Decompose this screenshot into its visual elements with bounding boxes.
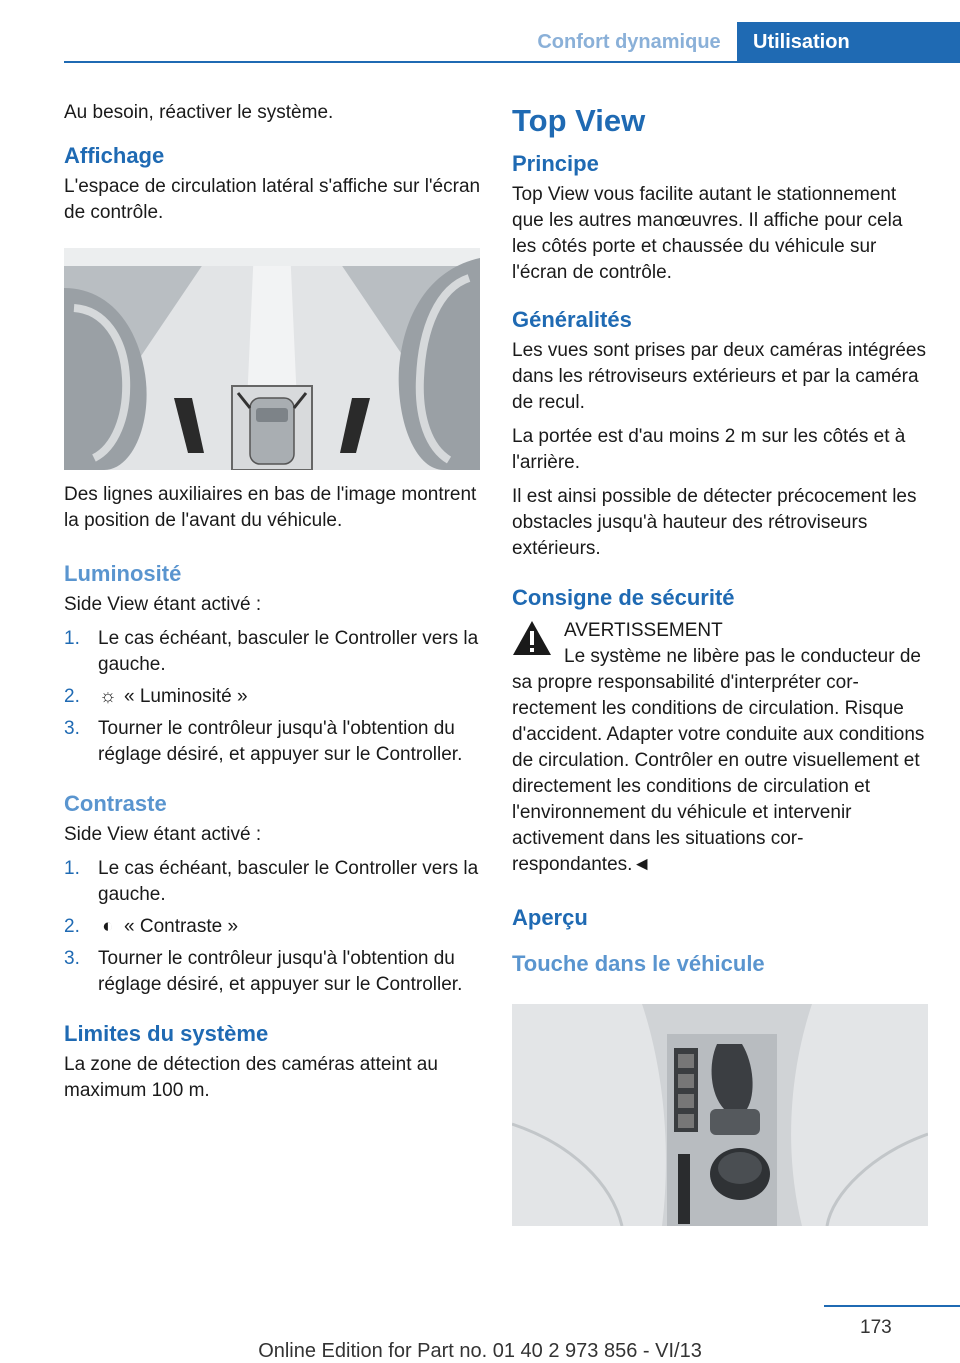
section-tab[interactable]: Confort dynamique — [537, 31, 721, 53]
luminosite-heading: Luminosité — [64, 561, 182, 586]
step-text: Le cas échéant, basculer le Controller vers la gauche. — [98, 628, 479, 675]
edition-note: Online Edition for Part no. 01 40 2 973 856 - VI/13 — [258, 1340, 702, 1362]
side-view-graphic — [64, 248, 480, 470]
contraste-steps — [64, 856, 482, 998]
list-item — [64, 856, 482, 908]
list-item — [64, 684, 482, 710]
contraste-intro: Side View étant activé : — [64, 824, 262, 845]
topview-title: Top View — [512, 103, 646, 138]
step-text: Tourner le contrôleur jusqu'à l'obtention du réglage désiré, et appuyer sur le Controller. — [98, 718, 463, 765]
list-item — [64, 626, 482, 678]
list-item — [64, 716, 482, 768]
step-text: « Luminosité » — [124, 686, 248, 707]
chapter-tab[interactable]: Utilisation — [737, 22, 960, 62]
footer-rule — [824, 1305, 960, 1307]
affichage-text: L'espace de circulation latéral s'affiche sur l'écran de contrôle. — [64, 176, 481, 223]
generalites-heading: Généralités — [512, 307, 632, 332]
console-illustration — [512, 1004, 928, 1226]
generalites-p3: Il est ainsi possible de détecter précocement les obstacles jusqu'à hauteur des rétroviseurs extérieurs. — [512, 486, 917, 559]
step-number: 2. — [64, 916, 80, 937]
touche-heading: Touche dans le véhicule — [512, 951, 765, 976]
warning-triangle-icon — [512, 620, 552, 664]
affichage-heading: Affichage — [64, 143, 165, 168]
list-item — [64, 946, 482, 998]
page-number: 173 — [860, 1317, 892, 1338]
step-text: « Contraste » — [124, 916, 239, 937]
brightness-icon: ☼ — [99, 686, 117, 707]
contraste-heading: Contraste — [64, 791, 167, 816]
principe-heading: Principe — [512, 151, 599, 176]
limites-heading: Limites du système — [64, 1021, 269, 1046]
warning-text: Le système ne libère pas le conducteur de sa propre responsabilité d'interpréter correctement les conditions de circulation. Risque d'accident. Adapter votre conduite aux conditions de circulation. Contrôler en outre visuellement et directement les conditions de circulation et l'environnement du véhicule et intervenir activement dans les situations correspondantes.◄ — [512, 646, 925, 875]
securite-heading: Consigne de sécurité — [512, 585, 735, 610]
left-column — [64, 100, 482, 1112]
luminosite-intro: Side View étant activé : — [64, 594, 262, 615]
contrast-icon: ◐ — [102, 916, 114, 937]
apercu-heading: Aperçu — [512, 905, 588, 930]
principe-text: Top View vous facilite autant le stationnement que les autres manœuvres. Il affiche pour cela les côtés porte et chaussée du véhicule sur l'écran de contrôle. — [512, 184, 903, 283]
step-number: 1. — [64, 858, 80, 879]
warning-box — [512, 618, 930, 878]
limites-text: La zone de détection des caméras atteint au maximum 100 m. — [64, 1054, 438, 1101]
console-graphic — [512, 1004, 928, 1226]
luminosite-steps — [64, 626, 482, 768]
page-header — [0, 0, 960, 62]
generalites-p2: La portée est d'au moins 2 m sur les côtés et à l'arrière. — [512, 426, 906, 473]
step-number: 3. — [64, 718, 80, 739]
side-view-illustration — [64, 248, 480, 470]
list-item — [64, 914, 482, 940]
warning-label: AVERTISSEMENT — [564, 620, 723, 641]
step-number: 2. — [64, 686, 80, 707]
header-rule — [64, 61, 960, 63]
right-column — [512, 100, 930, 1226]
step-text: Tourner le contrôleur jusqu'à l'obtention du réglage désiré, et appuyer sur le Controller. — [98, 948, 463, 995]
step-text: Le cas échéant, basculer le Controller vers la gauche. — [98, 858, 479, 905]
figure-caption: Des lignes auxiliaires en bas de l'image montrent la position de l'avant du véhicule. — [64, 484, 477, 531]
step-number: 3. — [64, 948, 80, 969]
intro-text: Au besoin, réactiver le système. — [64, 102, 334, 123]
step-number: 1. — [64, 628, 80, 649]
generalites-p1: Les vues sont prises par deux caméras intégrées dans les rétroviseurs extérieurs et par la caméra de recul. — [512, 340, 926, 413]
